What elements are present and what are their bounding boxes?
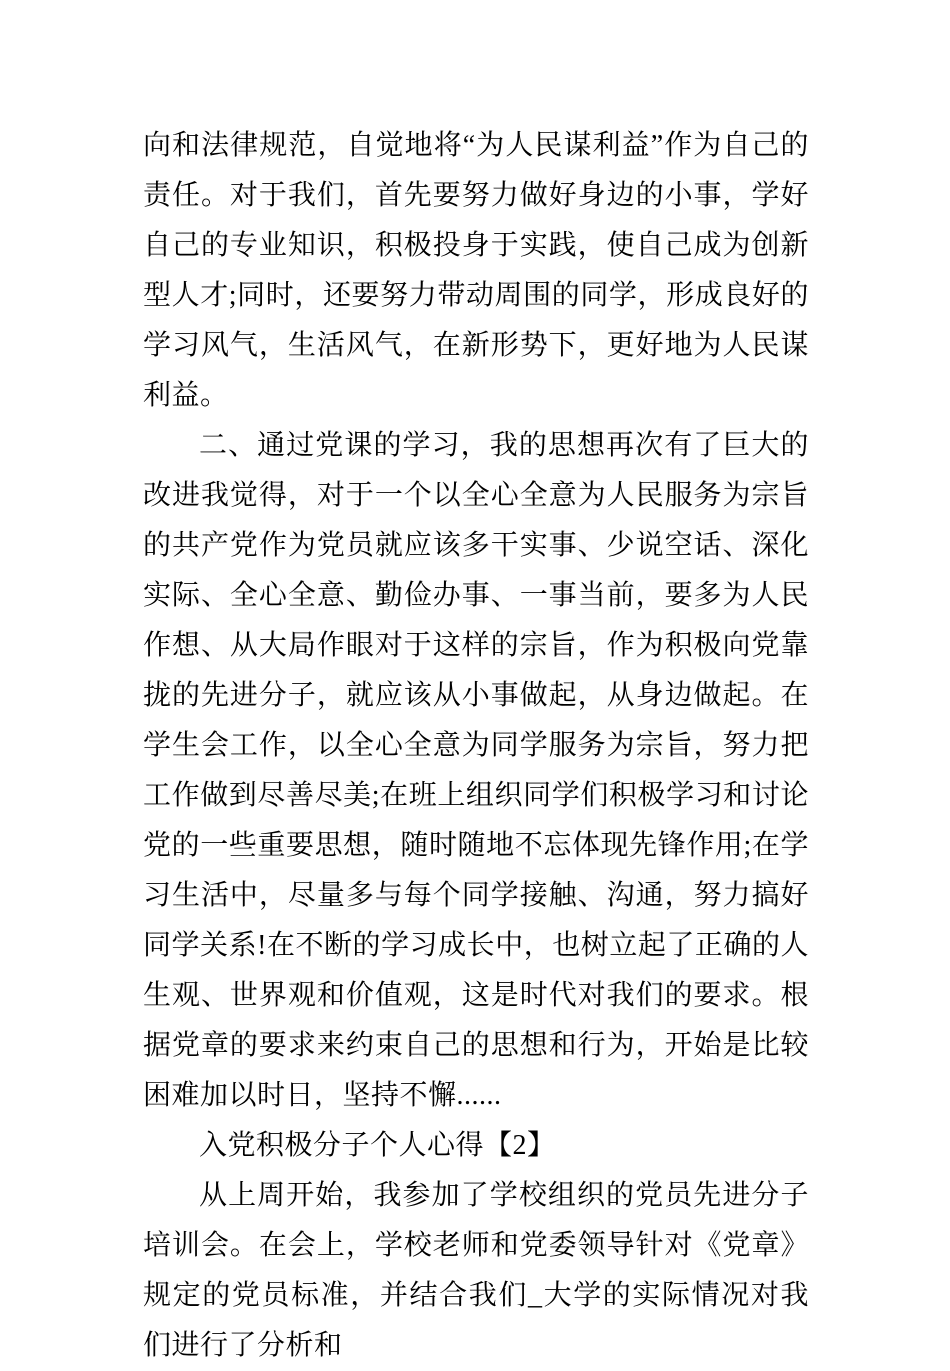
- body-paragraph-continuation: 向和法律规范，自觉地将“为人民谋利益”作为自己的责任。对于我们，首先要努力做好身边的小事，学好自己的专业知识，积极投身于实践，使自己成为创新型人才;同时，还要努力带动周围的同学，形成良好的学习风气，生活风气，在新形势下，更好地为人民谋利益。: [143, 130, 809, 411]
- body-paragraph-training: 从上周开始，我参加了学校组织的党员先进分子培训会。在会上，学校老师和党委领导针对《党章》规定的党员标准，并结合我们_大学的实际情况对我们进行了分析和: [143, 1180, 809, 1361]
- section-heading: 入党积极分子个人心得【2】: [199, 1130, 556, 1161]
- body-paragraph-point-two: 二、通过党课的学习，我的思想再次有了巨大的改进我觉得，对于一个以全心全意为人民服务为宗旨的共产党作为党员就应该多干实事、少说空话、深化实际、全心全意、勤俭办事、一事当前，要多为人民作想、从大局作眼对于这样的宗旨，作为积极向党靠拢的先进分子，就应该从小事做起，从身边做起。在学生会工作，以全心全意为同学服务为宗旨，努力把工作做到尽善尽美;在班上组织同学们积极学习和讨论党的一些重要思想，随时随地不忘体现先锋作用;在学习生活中，尽量多与每个同学接触、沟通，努力搞好同学关系!在不断的学习成长中，也树立起了正确的人生观、世界观和价值观，这是时代对我们的要求。根据党章的要求来约束自己的思想和行为，开始是比较困难加以时日，坚持不懈......: [143, 430, 809, 1111]
